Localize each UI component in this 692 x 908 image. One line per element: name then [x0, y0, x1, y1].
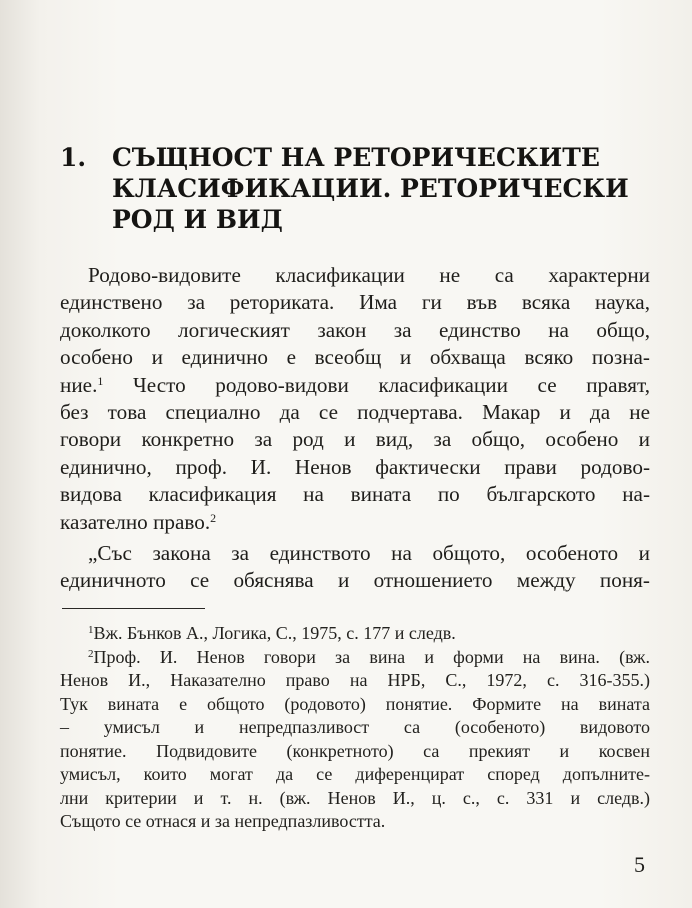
body-text: [60, 262, 650, 595]
footnote-marker-1: 1: [88, 624, 94, 636]
page-number: 5: [634, 852, 645, 877]
text-line: [60, 509, 650, 536]
text-line: Родово-видовите класификации не са характерни: [88, 263, 650, 287]
footnote-2-line: Ненов И., Наказателно право на НРБ, С., 1972, с. 316-355.): [60, 670, 650, 690]
paragraph-2: [60, 540, 650, 595]
footnote-marker-2: 2: [88, 647, 94, 660]
footnote-2-line: Тук вината е общото (родовото) понятие. Формите на вината: [60, 693, 650, 714]
footnote-text: Проф. И. Ненов говори за вина и форми на вина. (вж.: [93, 646, 650, 667]
text-fragment: Често родово-видови класификации се правят,: [103, 372, 650, 397]
text-line: без това специално да се подчертава. Макар и да не: [60, 400, 650, 425]
footnote-2-line: – умисъл и непредпазливост са (особеното) видовото: [60, 717, 650, 737]
text-line: единичното се обяснява и отношението между поня-: [60, 568, 650, 593]
heading-title: [112, 142, 672, 235]
heading-line-1: СЪЩНОСТ НА РЕТОРИЧЕСКИТЕ: [112, 143, 600, 172]
footnote-2-line: понятие. Подвидовите (конкретното) са прекият и косвен: [60, 740, 650, 761]
text-line: говори конкретно за род и вид, за общо, особено и: [60, 427, 650, 452]
footnote-separator: [62, 608, 205, 609]
footnote-2-line: умисъл, които могат да се диференцират според допълните-: [60, 764, 650, 784]
text-line: [60, 372, 650, 399]
paragraph-1: [60, 262, 650, 536]
text-line: единствено за реториката. Има ги във всяка наука,: [60, 290, 650, 315]
heading-line-2: КЛАСИФИКАЦИИ. РЕТОРИЧЕСКИ: [112, 174, 629, 203]
text-line: видова класификация на вината по българското на-: [60, 482, 650, 507]
text-line: доколкото логическият закон за единство на общо,: [60, 317, 650, 342]
text-line: особено и единично е всеобщ и обхваща всяко позна-: [60, 345, 650, 370]
footnote-ref-1: 1: [97, 373, 104, 388]
footnote-2-line: лни критерии и т. н. (вж. Ненов И., ц. с., с. 331 и следв.): [60, 787, 650, 808]
footnotes: [60, 622, 650, 834]
footnote-2-line: Същото се отнася и за непредпазливостта.: [60, 811, 386, 831]
text-fragment: казателно право.: [60, 509, 211, 534]
text-fragment: ние.: [60, 372, 98, 397]
text-line: „Със закона за единството на общото, особеното и: [88, 541, 650, 566]
heading-number: 1.: [60, 143, 87, 172]
heading-line-3: РОД И ВИД: [112, 205, 283, 234]
footnote-text: Вж. Бънков А., Логика, С., 1975, с. 177 и следв.: [93, 623, 456, 643]
footnote-ref-2: 2: [210, 510, 217, 525]
footnote-1: [60, 622, 650, 646]
footnote-2-line: [60, 646, 650, 670]
text-line: единично, проф. И. Ненов фактически прави родово-: [60, 454, 650, 479]
